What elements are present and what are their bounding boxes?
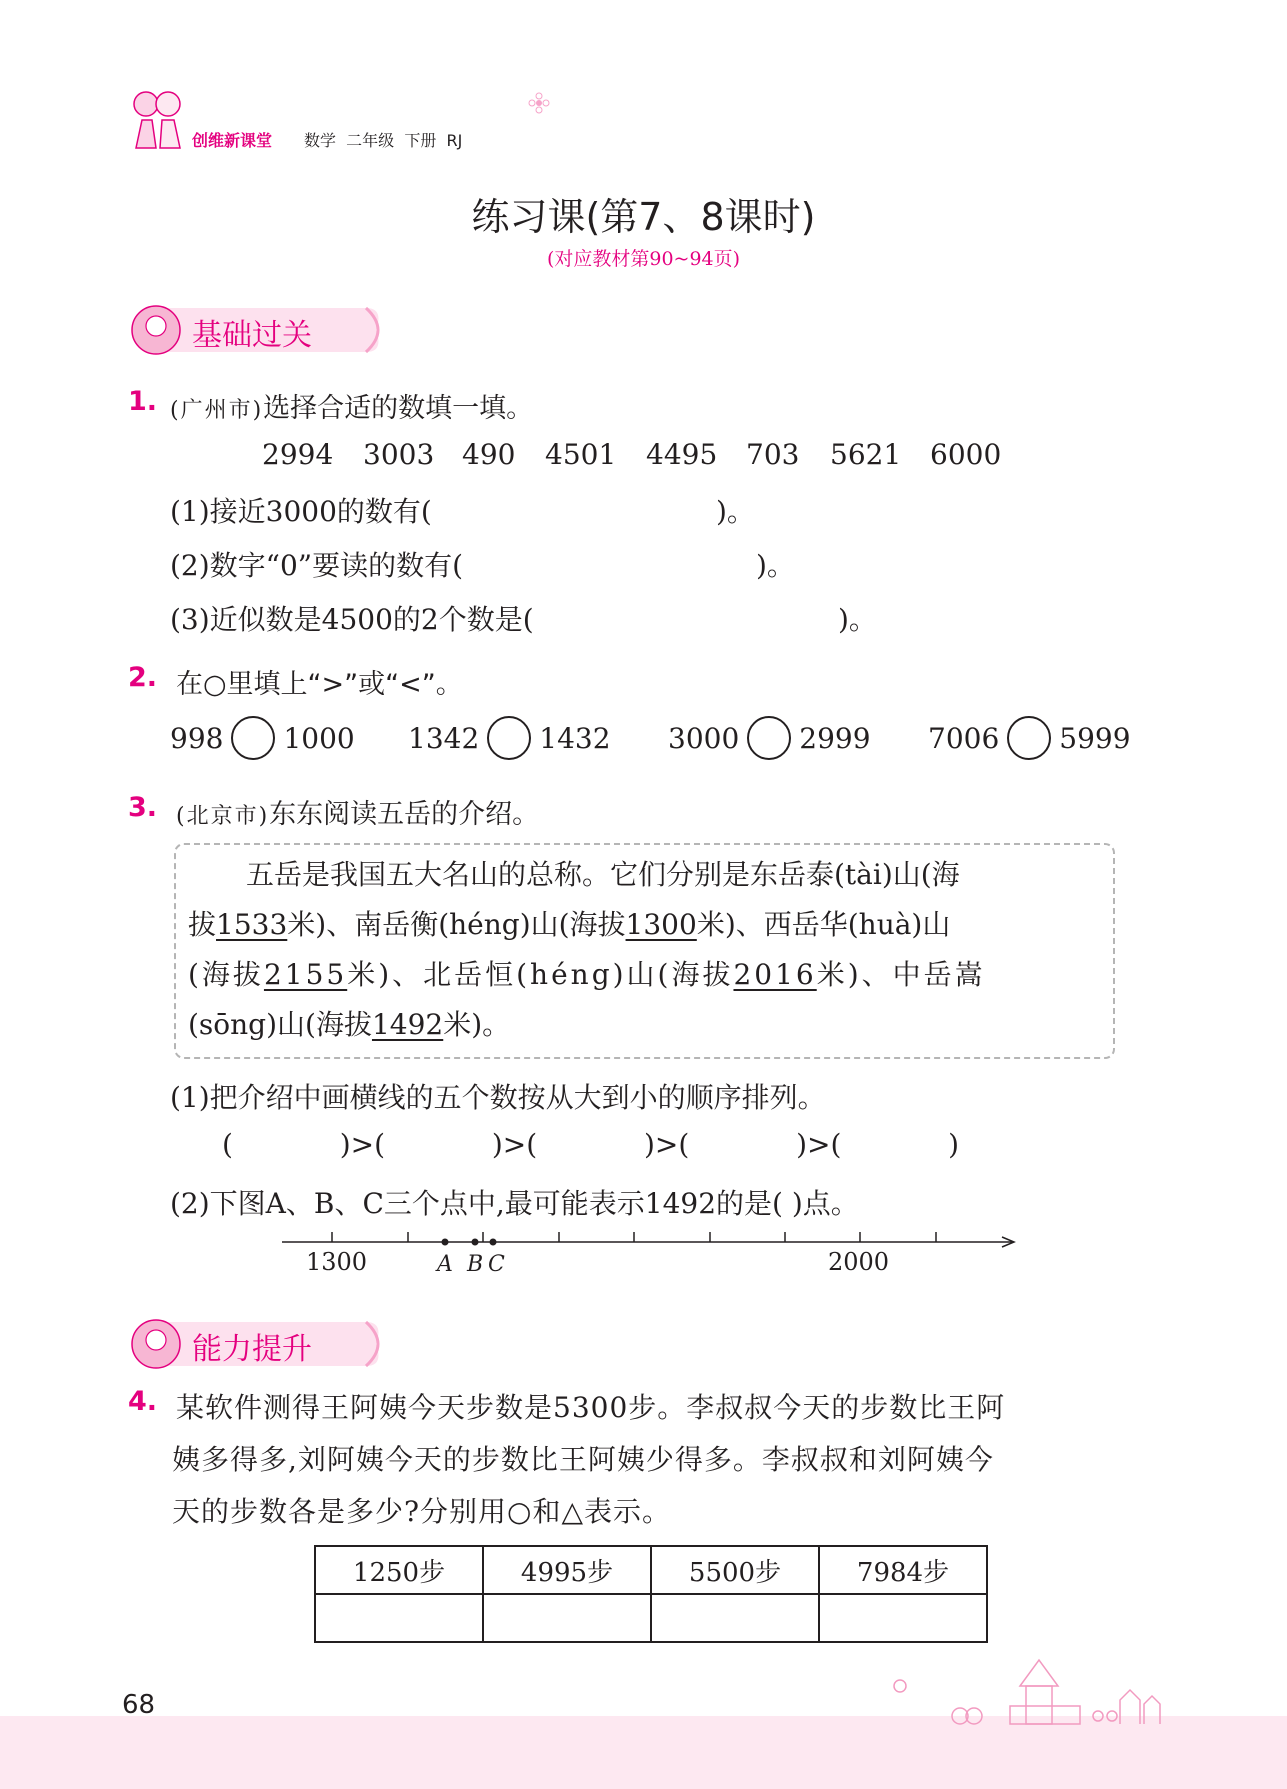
compare-right: 1432 xyxy=(539,721,611,755)
kids-mascot-icon xyxy=(128,86,188,152)
q1-sub3-end: )。 xyxy=(838,603,877,636)
height-huashan: 2155 xyxy=(263,958,348,991)
intro-text: (sōng)山(海拔 xyxy=(188,1008,372,1041)
compare-left: 1342 xyxy=(408,721,480,755)
compare-pair xyxy=(668,716,871,760)
brand-name: 创维新课堂 xyxy=(192,131,273,150)
section-title-advanced: 能力提升 xyxy=(192,1332,312,1367)
q3-sub1: (1)把介绍中画横线的五个数按从大到小的顺序排列。 xyxy=(170,1081,826,1114)
height-songshan: 1492 xyxy=(371,1008,444,1041)
table-header-cell: 5500步 xyxy=(651,1546,819,1594)
point-c xyxy=(490,1239,497,1246)
question-3-text: 东东阅读五岳的介绍。 xyxy=(269,799,540,830)
q1-sub3: (3)近似数是4500的2个数是( xyxy=(170,603,534,636)
question-4-number: 4. xyxy=(128,1386,158,1417)
intro-line-1: 五岳是我国五大名山的总称。它们分别是东岳泰(tài)山(海 xyxy=(246,858,960,891)
label-point-b: B xyxy=(467,1252,484,1277)
page-number: 68 xyxy=(122,1690,156,1720)
intro-text: 米)、中岳嵩 xyxy=(816,958,986,991)
q1-sub2: (2)数字“0”要读的数有( xyxy=(170,549,464,582)
section-banner-advanced xyxy=(128,1316,388,1370)
castle-decoration-icon xyxy=(880,1650,1170,1730)
intro-text: (海拔 xyxy=(188,958,264,991)
table-header-cell: 4995步 xyxy=(483,1546,651,1594)
q1-sub2-end: )。 xyxy=(756,549,795,582)
point-b xyxy=(472,1239,479,1246)
q1-sub1-end: )。 xyxy=(716,495,755,528)
number-option: 4501 xyxy=(545,438,617,471)
q1-sub1: (1)接近3000的数有( xyxy=(170,495,432,528)
question-1-stem xyxy=(170,386,533,425)
book-subject: 数学 二年级 下册 RJ xyxy=(304,131,463,150)
answer-circle[interactable] xyxy=(487,716,531,760)
compare-right: 2999 xyxy=(799,721,871,755)
table-header-cell: 1250步 xyxy=(315,1546,483,1594)
answer-circle[interactable] xyxy=(231,716,275,760)
q4-line-3: 天的步数各是多少?分别用○和△表示。 xyxy=(172,1495,671,1528)
page-header xyxy=(128,86,528,156)
question-3-stem xyxy=(176,792,539,831)
compare-left: 3000 xyxy=(668,721,740,755)
number-option: 6000 xyxy=(930,438,1002,471)
compare-right: 1000 xyxy=(283,721,355,755)
question-2-text: 在○里填上“>”或“<”。 xyxy=(176,669,463,700)
table-header-row xyxy=(315,1546,987,1594)
number-line-graphic xyxy=(280,1226,1020,1286)
label-point-c: C xyxy=(488,1252,505,1277)
intro-text: 拔 xyxy=(188,908,217,941)
point-a xyxy=(442,1239,449,1246)
compare-left: 7006 xyxy=(928,721,1000,755)
question-3-number: 3. xyxy=(128,792,158,823)
number-line-ticks xyxy=(332,1232,936,1242)
compare-pair xyxy=(408,716,611,760)
question-2-stem xyxy=(176,662,463,701)
section-title-basic: 基础过关 xyxy=(192,318,312,353)
number-option: 703 xyxy=(746,438,800,471)
answer-cell[interactable] xyxy=(483,1594,651,1642)
intro-text: 米)。 xyxy=(443,1008,511,1041)
compare-left: 998 xyxy=(170,721,224,755)
answer-circle[interactable] xyxy=(747,716,791,760)
table-answer-row xyxy=(315,1594,987,1642)
question-1-text: 选择合适的数填一填。 xyxy=(263,393,534,424)
question-3-source: (北京市) xyxy=(176,804,270,829)
flower-icon xyxy=(528,92,550,114)
number-option: 2994 xyxy=(262,438,334,471)
question-1-number: 1. xyxy=(128,386,158,417)
intro-text: 米)、南岳衡(héng)山(海拔 xyxy=(287,908,626,941)
intro-line-3 xyxy=(188,953,986,993)
q4-line-1: 某软件测得王阿姨今天步数是5300步。李叔叔今天的步数比王阿 xyxy=(176,1391,1006,1424)
number-option: 5621 xyxy=(830,438,902,471)
label-point-a: A xyxy=(437,1252,453,1277)
label-2000: 2000 xyxy=(828,1248,890,1276)
compare-right: 5999 xyxy=(1059,721,1131,755)
intro-line-2 xyxy=(188,903,950,943)
compare-pair xyxy=(170,716,355,760)
answer-circle[interactable] xyxy=(1007,716,1051,760)
five-mountains-intro xyxy=(174,843,1115,1059)
steps-table xyxy=(314,1545,988,1643)
question-2-number: 2. xyxy=(128,662,158,693)
compare-pair xyxy=(928,716,1131,760)
q4-line-2: 姨多得多,刘阿姨今天的步数比王阿姨少得多。李叔叔和刘阿姨今 xyxy=(172,1443,994,1476)
intro-text: 米)、北岳恒(héng)山(海拔 xyxy=(347,958,734,991)
answer-cell[interactable] xyxy=(819,1594,987,1642)
number-line xyxy=(280,1226,1020,1290)
number-option: 4495 xyxy=(646,438,718,471)
q3-sub2: (2)下图A、B、C三个点中,最可能表示1492的是( )点。 xyxy=(170,1187,859,1220)
lesson-subtitle: (对应教材第90~94页) xyxy=(546,248,741,270)
number-option: 490 xyxy=(462,438,516,471)
answer-cell[interactable] xyxy=(651,1594,819,1642)
intro-text: 米)、西岳华(huà)山 xyxy=(696,908,951,941)
section-banner-basic xyxy=(128,302,388,356)
question-1-source: (广州市) xyxy=(170,398,264,423)
lesson-title: 练习课(第7、8课时) xyxy=(471,195,816,239)
height-hengshan-south: 1300 xyxy=(625,908,697,941)
number-option: 3003 xyxy=(363,438,435,471)
answer-cell[interactable] xyxy=(315,1594,483,1642)
intro-line-4 xyxy=(188,1003,510,1043)
height-taishan: 1533 xyxy=(216,908,288,941)
table-header-cell: 7984步 xyxy=(819,1546,987,1594)
label-1300: 1300 xyxy=(306,1248,368,1276)
height-hengshan-north: 2016 xyxy=(733,958,817,991)
order-answer-row[interactable]: ( )>( )>( )>( )>( ) xyxy=(222,1128,960,1161)
